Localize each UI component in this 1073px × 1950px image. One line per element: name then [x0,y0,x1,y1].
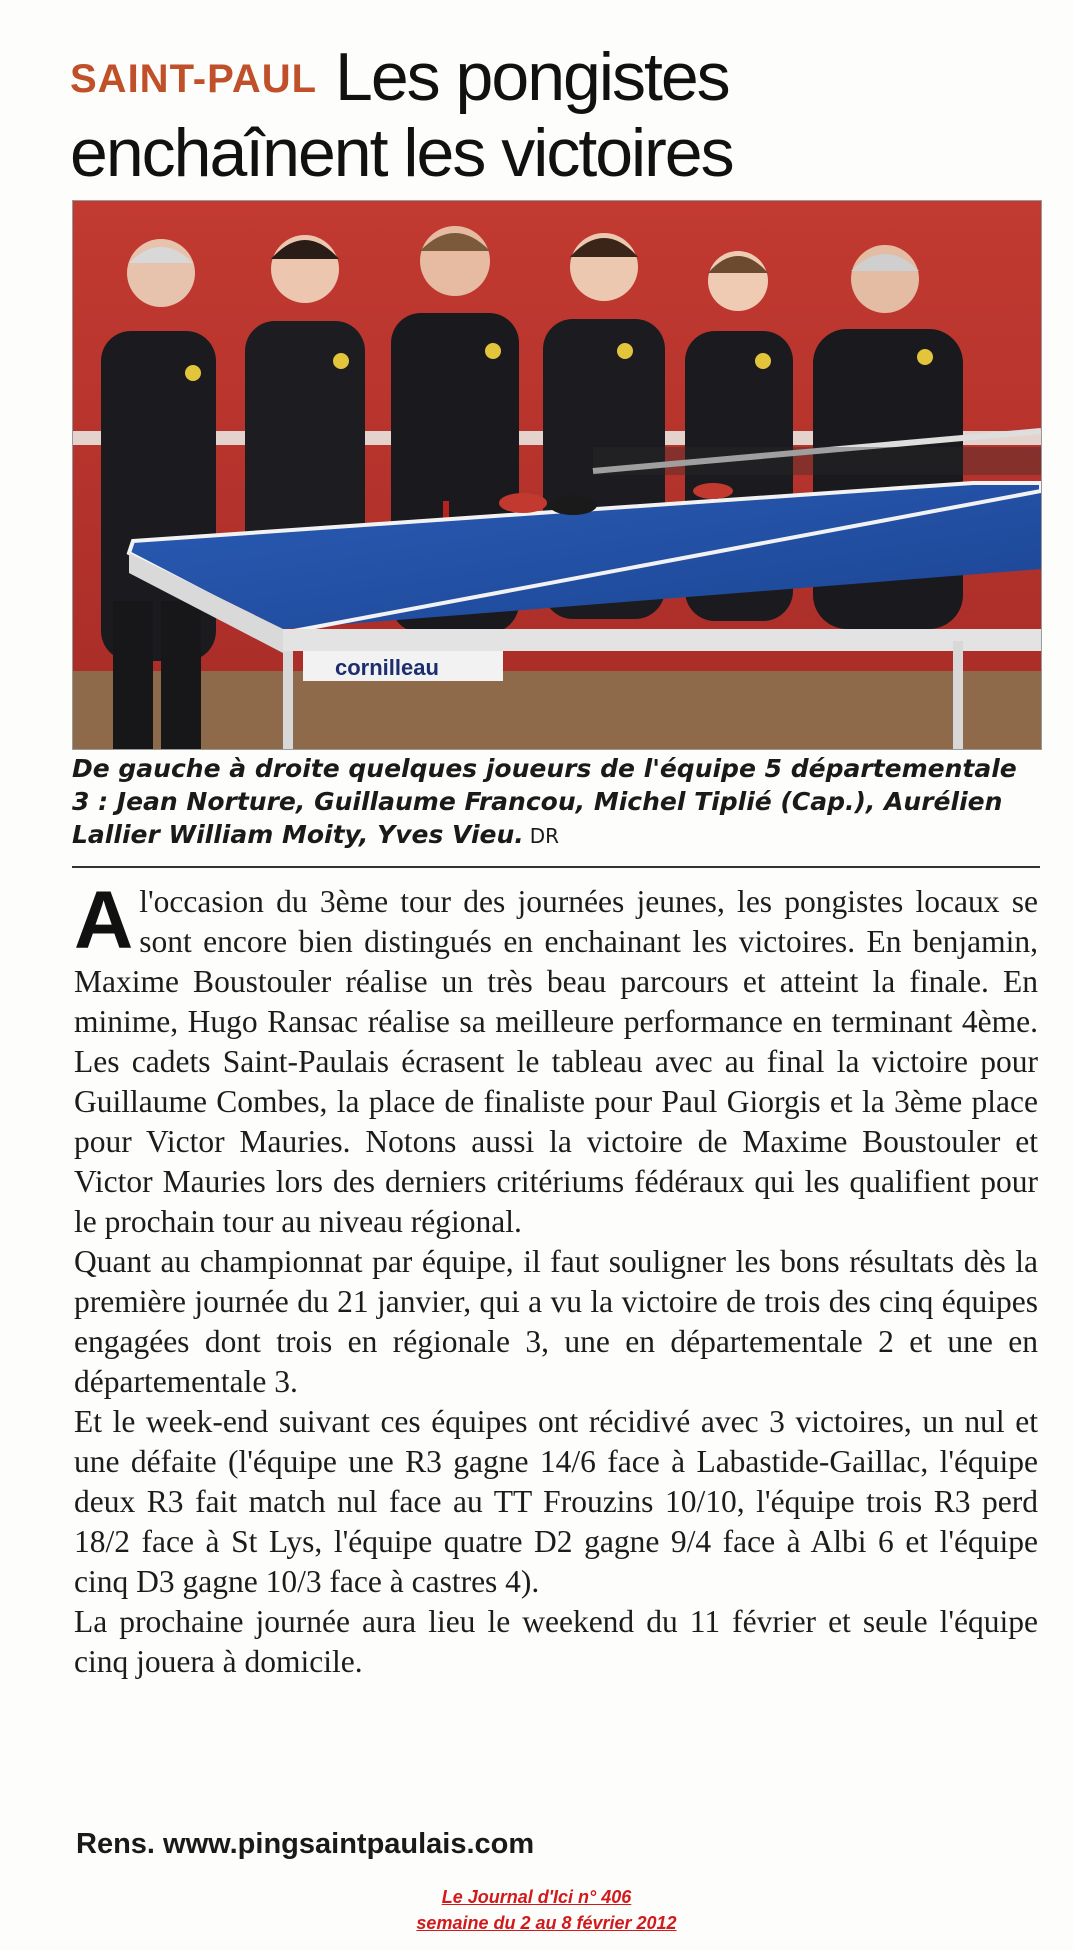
headline [70,40,1040,190]
info-website: Rens. www.pingsaintpaulais.com [76,1828,535,1860]
caption-text: De gauche à droite quelques joueurs de l'équipe 5 départementale 3 : Jean Norture, Guillaume Francou, Michel Tiplié (Cap.), Aurélien Lallier William Moity, Yves Vieu. [72,754,1017,849]
article-paragraph-3: Et le week-end suivant ces équipes ont récidivé avec 3 victoires, un nul et une défaite (l'équipe une R3 gagne 14/6 face à Labastide-Gaillac, l'équipe deux R3 fait match nul face au TT Frouzins 10/10, l'équipe trois R3 perd 18/2 face à St Lys, l'équipe quatre D2 gagne 9/4 face à Albi 6 et l'équipe cinq D3 gagne 10/3 face à castres 4). [74,1404,1038,1599]
article-paragraph-1 [74,875,1038,1242]
floor [73,671,1041,749]
photo-caption [72,752,1040,853]
source-line-2: semaine du 2 au 8 février 2012 [416,1913,677,1933]
headline-line-1 [70,40,1040,116]
team-photo [72,200,1042,750]
paddle-3 [693,483,733,499]
drop-cap: A [74,875,134,966]
article-paragraph-4: La prochaine journée aura lieu le weekend du 11 février et seule l'équipe cinq jouera à domicile. [74,1604,1038,1679]
paddle-1 [499,493,547,513]
article-paragraph-1-text: l'occasion du 3ème tour des journées jeunes, les pongistes locaux se sont encore bien distingués en enchainant les victoires. En benjamin, Maxime Boustouler réalise un très beau parcours et atteint la finale. En minime, Hugo Ransac réalise sa meilleure performance en terminant 4ème. Les cadets Saint-Paulais écrasent le tableau avec au final la victoire pour Guillaume Combes, la place de finaliste pour Paul Giorgis et la 3ème place pour Victor Mauries. Notons aussi la victoire de Maxime Boustouler et Victor Mauries lors des derniers critériums fédéraux qui les qualifient pour le prochain tour au niveau régional. [74,884,1038,1239]
source-note [0,1884,1073,1936]
team-photo-illustration [73,201,1041,749]
paddle-2 [549,495,597,515]
caption-divider [72,866,1040,868]
kicker: SAINT-PAUL [70,57,318,101]
article-paragraph-2: Quant au championnat par équipe, il faut souligner les bons résultats dès la première journée du 21 janvier, qui a vu la victoire de trois des cinq équipes engagées dont trois en régionale 3, une en départementale 2 et une en départementale 3. [74,1244,1038,1399]
source-line-1: Le Journal d'Ici n° 406 [441,1887,632,1907]
article-body [74,875,1038,1682]
table-brand: cornilleau [335,655,439,680]
photo-credit: DR [529,824,560,848]
headline-line-2: enchaînent les victoires [70,115,733,191]
headline-title-1: Les pongistes [335,39,729,115]
